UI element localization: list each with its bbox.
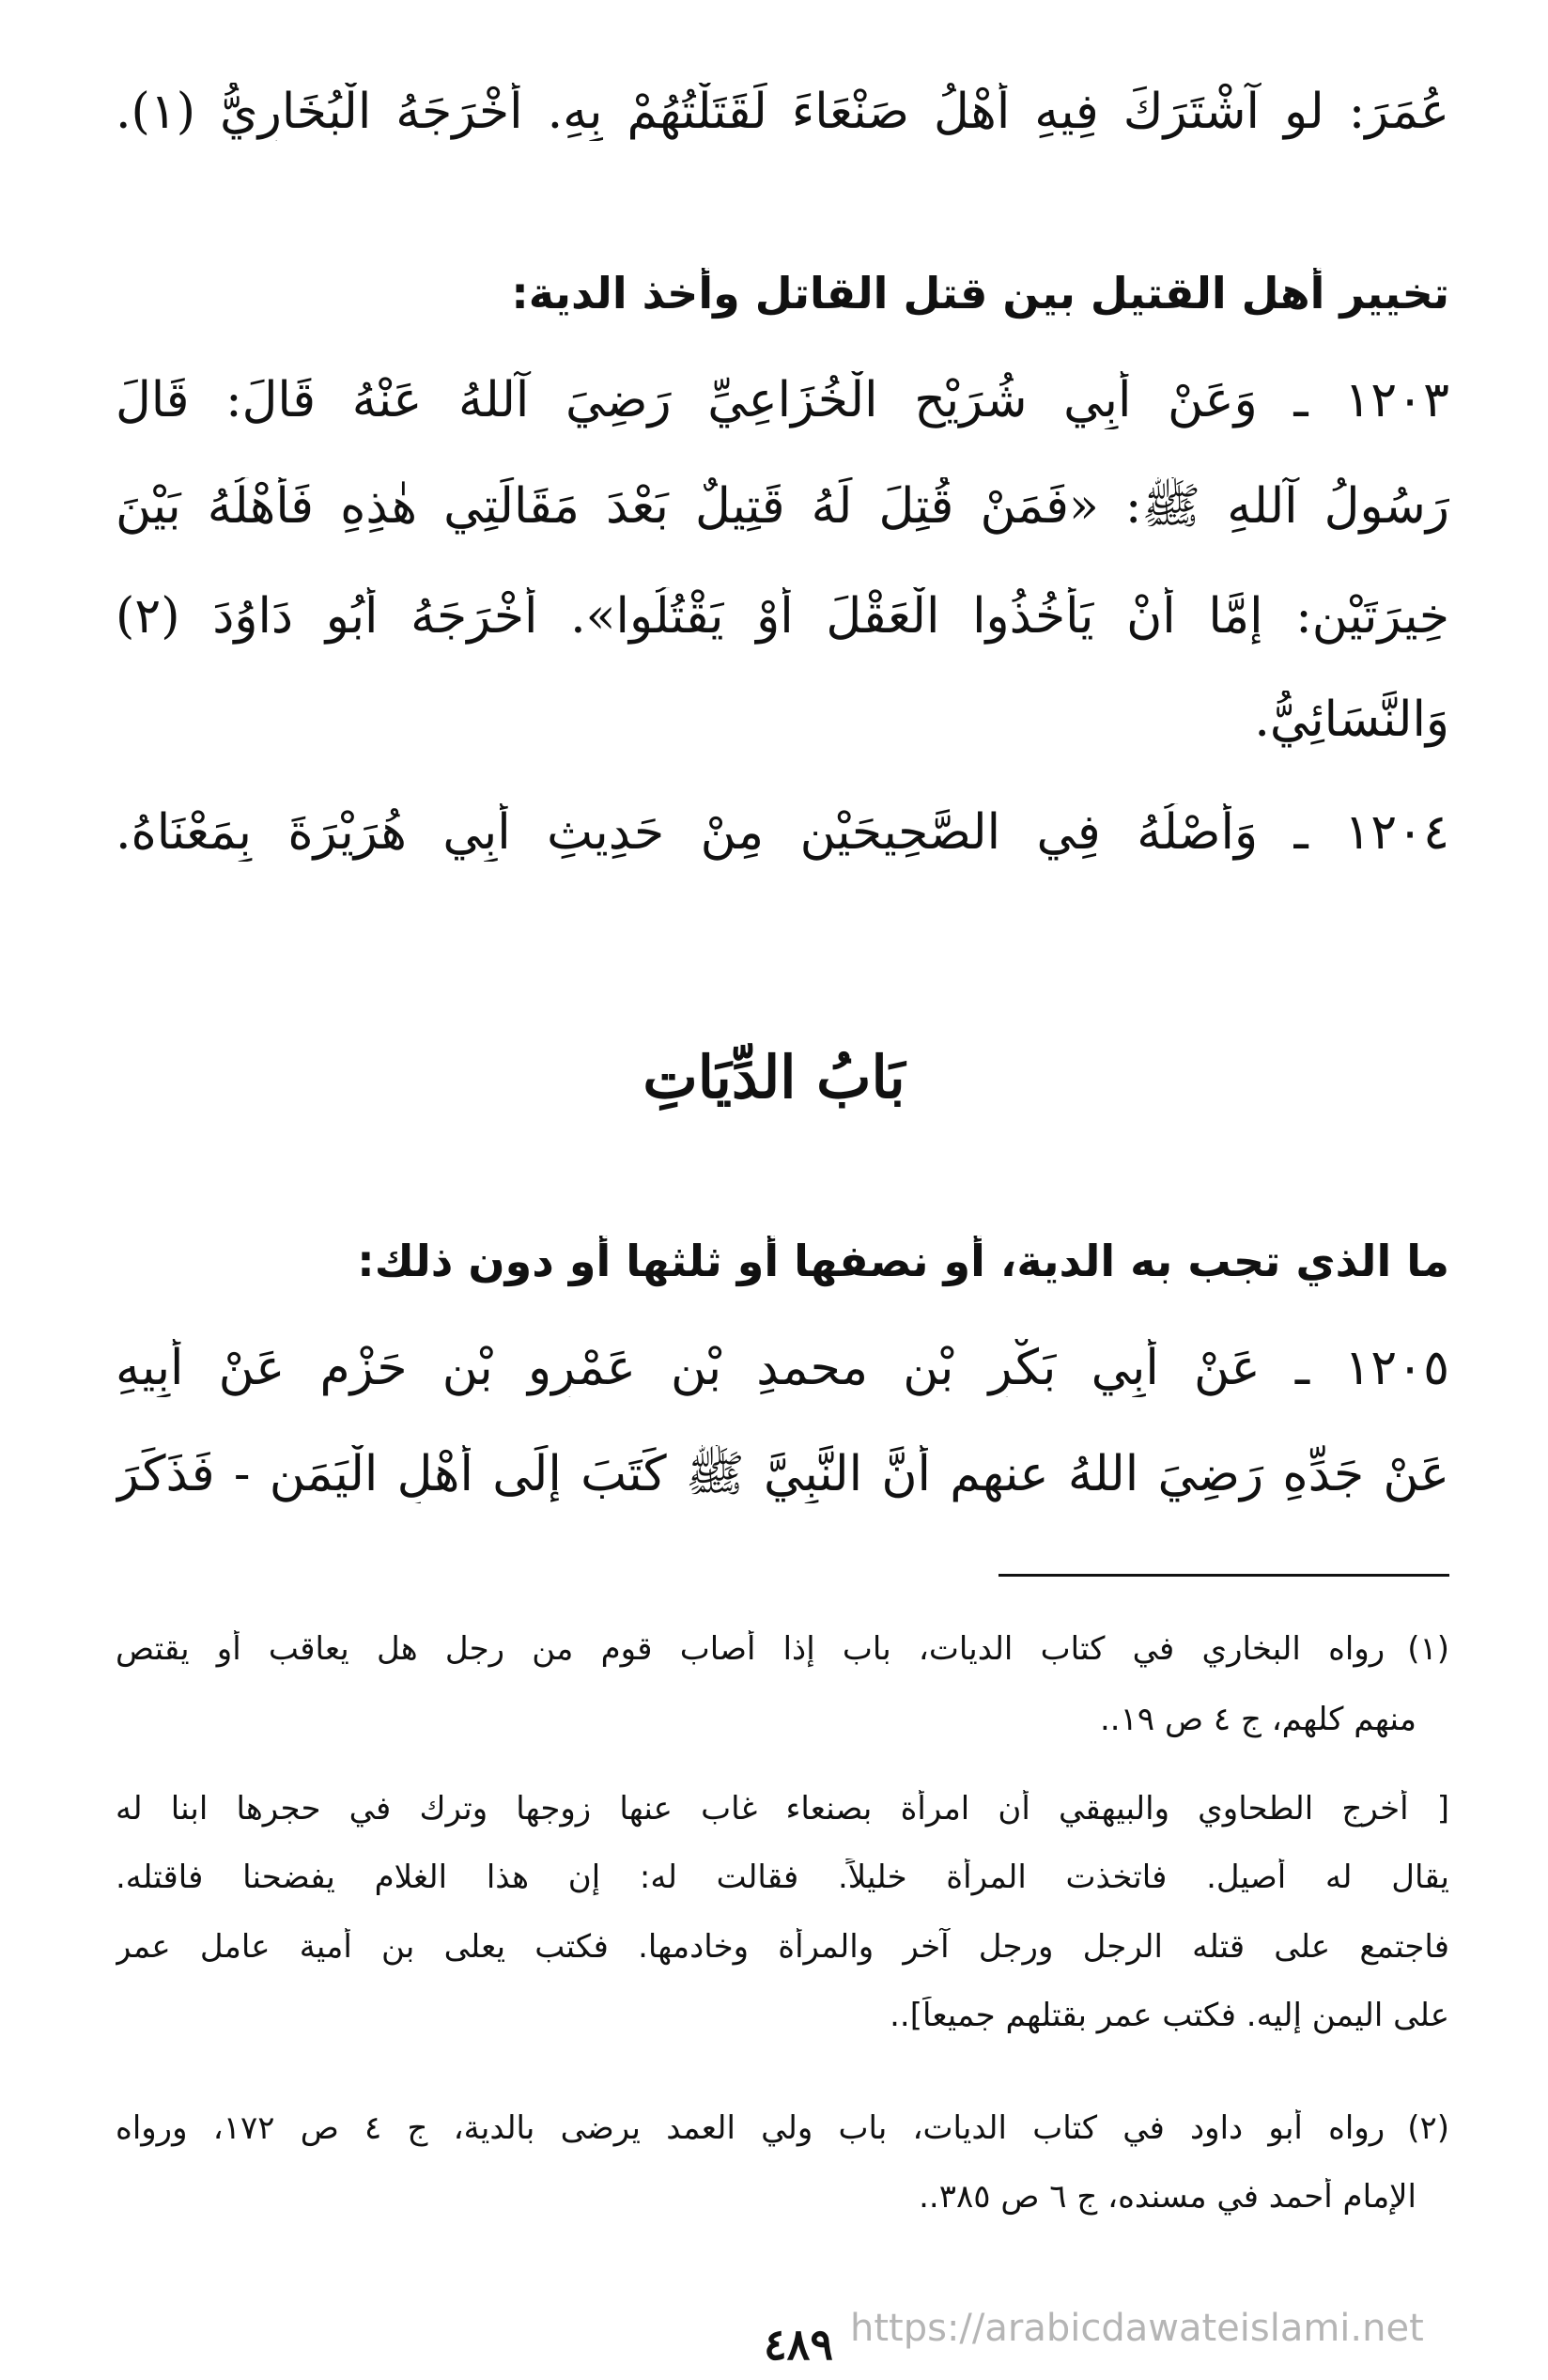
- footnote-1-line-1: [116, 1630, 1449, 1669]
- editor-note-line-2: يقال له أصيل. فاتخذت المرأة خليلاً. فقالت له: إن هذا الغلام يفضحنا فاقتله.: [116, 1859, 1449, 1896]
- footnote-2-text: رواه أبو داود في كتاب الديات، باب ولي العمد يرضى بالدية، ج ٤ ص ١٧٢، ورواه: [116, 2109, 1385, 2147]
- watermark-url: https://arabicdawateislami.net: [850, 2307, 1424, 2350]
- footnote-2-line-1: [116, 2109, 1449, 2148]
- editor-note-line-1: [ أخرج الطحاوي والبيهقي أن امرأة بصنعاء غاب عنها زوجها وترك في حجرها ابنا له: [116, 1790, 1449, 1828]
- hadith-1203-line-4: وَالنَّسَائِيُّ.: [1254, 692, 1449, 748]
- editor-note-line-4: على اليمن إليه. فكتب عمر بقتلهم جميعاً]..: [890, 1997, 1449, 2034]
- hadith-1203-line-3: خِيرَتَيْنِ: إِمَّا أَنْ يَأْخُذُوا الْعَقْلَ أَوْ يَقْتُلُوا». أَخْرَجَهُ أَبُو دَاوُدَ (٢): [116, 588, 1449, 645]
- section-heading-choice: تخيير أهل القتيل بين قتل القاتل وأخذ الدية:: [511, 268, 1449, 319]
- hadith-1203-line-1: ١٢٠٣ ـ وَعَنْ أَبِي شُرَيْحٍ الْخُزَاعِيِّ رَضِيَ آللهُ عَنْهُ قَالَ: قَالَ: [116, 372, 1449, 428]
- footnote-separator: [998, 1574, 1449, 1577]
- hadith-1203-line-2: رَسُولُ آللهِ ﷺ: «فَمَنْ قُتِلَ لَهُ قَتِيلٌ بَعْدَ مَقَالَتِي هٰذِهِ فَأَهْلُهُ بَيْنَ: [116, 478, 1449, 535]
- footnote-1-text: رواه البخاري في كتاب الديات، باب إذا أصاب قوم من رجل هل يعاقب أو يقتص: [116, 1630, 1385, 1668]
- footnote-2-line-2: الإمام أحمد في مسنده، ج ٦ ص ٣٨٥..: [919, 2178, 1416, 2216]
- body-line-1: عُمَرَ: لو آشْتَرَكَ فِيهِ أَهْلُ صَنْعَاءَ لَقَتَلْتُهُمْ بِهِ. أَخْرَجَهُ الْبُخَارِيُّ (١).: [116, 84, 1449, 140]
- footnote-1-line-2: منهم كلهم، ج ٤ ص ١٩..: [1099, 1701, 1416, 1738]
- footnote-2-marker: (٢): [1407, 2109, 1449, 2147]
- editor-note-line-3: فاجتمع على قتله الرجل ورجل آخر والمرأة وخادمها. فكتب يعلى بن أمية عامل عمر: [116, 1928, 1449, 1966]
- section-heading-diya: ما الذي تجب به الدية، أو نصفها أو ثلثها أو دون ذلك:: [357, 1236, 1449, 1286]
- hadith-1205-line-2: عَنْ جَدِّهِ رَضِيَ اللهُ عنهم أَنَّ النَّبِيَّ ﷺ كَتَبَ إِلَى أَهْلِ الْيَمَنِ - فَذَكَرَ: [116, 1446, 1449, 1502]
- chapter-title: بَابُ الدِّيَاتِ: [642, 1043, 906, 1112]
- footnote-1-marker: (١): [1407, 1630, 1449, 1668]
- hadith-1205-line-1: ١٢٠٥ ـ عَنْ أَبِي بَكْرِ بْنِ محمدِ بْنِ عَمْرِو بْنِ حَزْمٍ عَنْ أَبِيهِ: [116, 1340, 1449, 1396]
- page-number: ٤٨٩: [763, 2319, 834, 2370]
- hadith-1204-line-1: ١٢٠٤ ـ وَأَصْلُهُ فِي الصَّحِيحَيْنِ مِنْ حَدِيثِ أَبِي هُرَيْرَةَ بِمَعْنَاهُ.: [116, 804, 1449, 861]
